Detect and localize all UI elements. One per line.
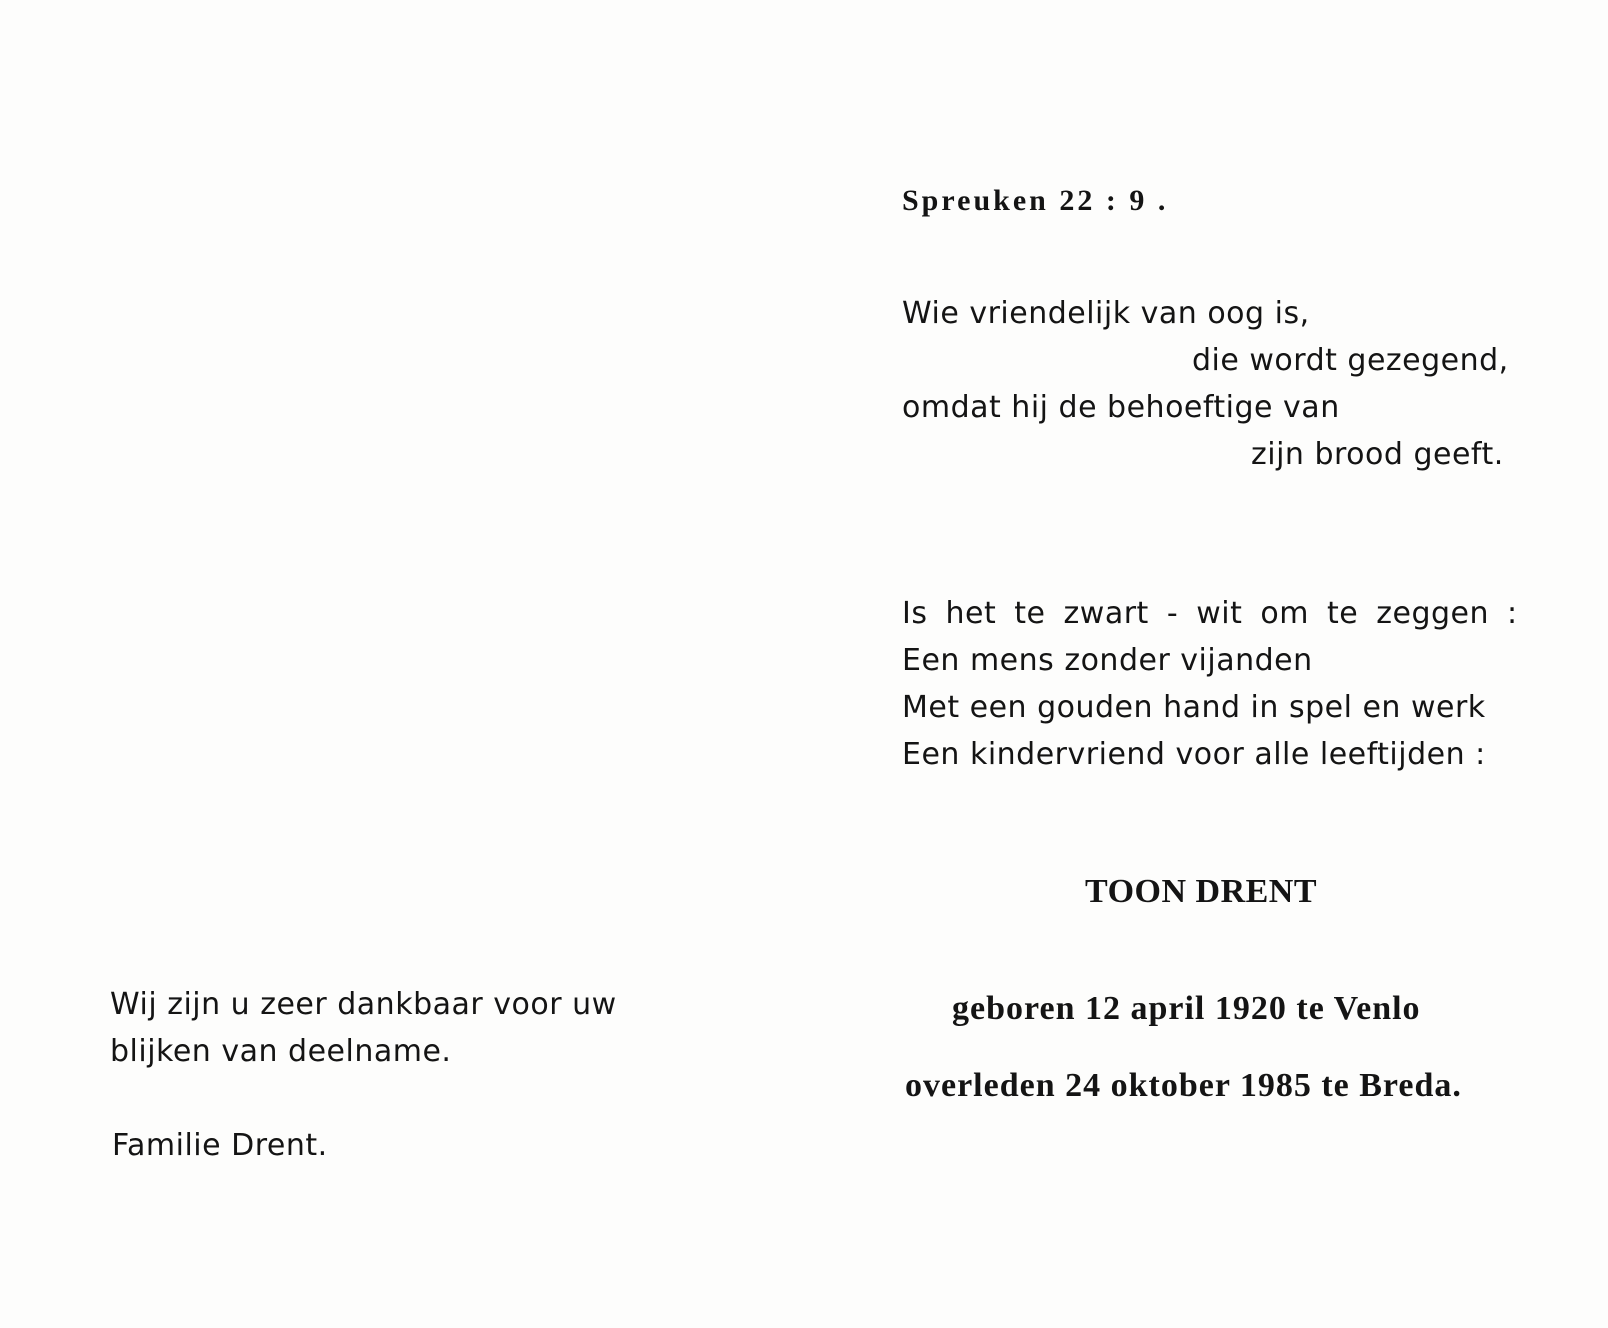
thanks-line: Wij zijn u zeer dankbaar voor uw [110, 987, 617, 1022]
death-date-line: overleden 24 oktober 1985 te Breda. [905, 1067, 1462, 1104]
deceased-name: TOON DRENT [1085, 873, 1318, 910]
poem-line: Een mens zonder vijanden [902, 643, 1313, 678]
scripture-reference: Spreuken 22 : 9 . [902, 184, 1169, 217]
family-signature: Familie Drent. [112, 1128, 328, 1163]
poem-line: Is het te zwart - wit om te zeggen : [902, 596, 1518, 631]
proverb-line: Wie vriendelijk van oog is, [902, 296, 1310, 331]
proverb-line: omdat hij de behoeftige van [902, 390, 1340, 425]
thanks-line: blijken van deelname. [110, 1034, 452, 1069]
birth-date-line: geboren 12 april 1920 te Venlo [952, 990, 1421, 1027]
proverb-line: die wordt gezegend, [1192, 343, 1509, 378]
poem-line: Een kindervriend voor alle leeftijden : [902, 737, 1486, 772]
proverb-line: zijn brood geeft. [1251, 437, 1504, 472]
poem-line: Met een gouden hand in spel en werk [902, 690, 1486, 725]
